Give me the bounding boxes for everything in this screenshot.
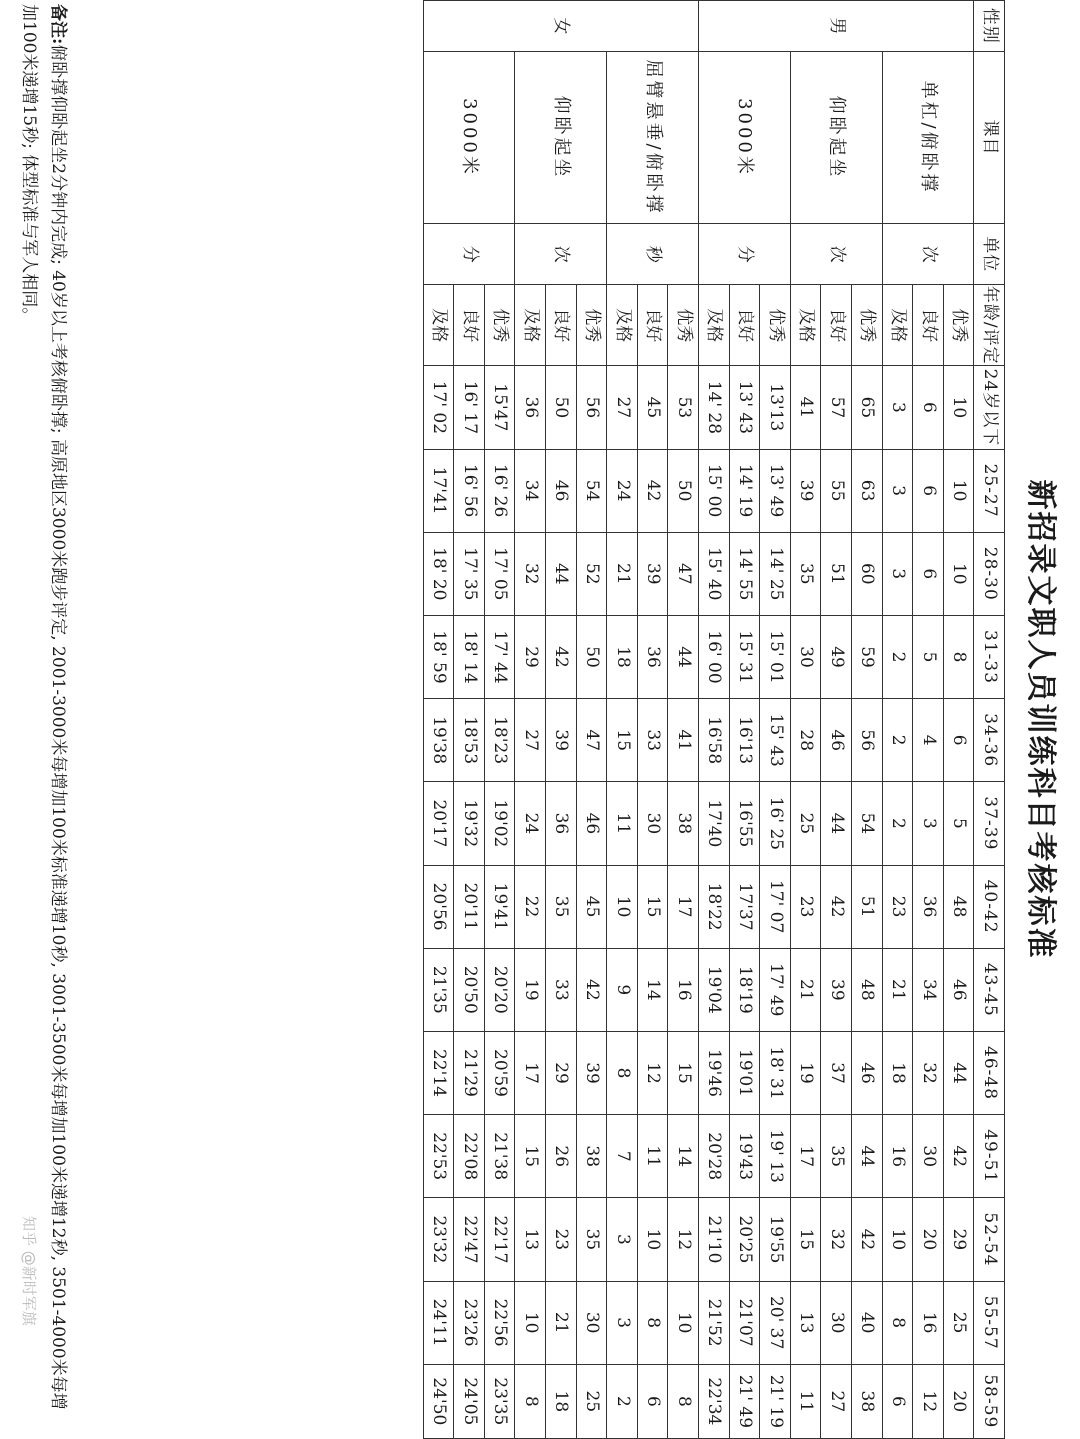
header-age: 24岁以下 [974,366,1005,449]
value-cell: 30 [790,615,821,698]
gender-cell: 男 [699,1,974,52]
value-cell: 22'34 [699,1364,730,1438]
value-cell: 21'29 [454,1031,485,1114]
grade-cell: 良好 [454,285,485,366]
value-cell: 5 [913,615,944,698]
value-cell: 20'50 [454,948,485,1031]
grade-cell: 优秀 [484,285,515,366]
table-row [943,1,974,1439]
value-cell: 20 [943,1364,974,1438]
value-cell: 8 [637,1281,668,1364]
grade-cell: 优秀 [943,285,974,366]
value-cell: 15 [637,865,668,948]
value-cell: 14' 55 [729,532,760,615]
value-cell: 9 [607,948,638,1031]
value-cell: 23'32 [423,1198,454,1281]
grade-cell: 良好 [729,285,760,366]
grade-cell: 良好 [913,285,944,366]
value-cell: 21 [546,1281,577,1364]
value-cell: 39 [637,532,668,615]
value-cell: 50 [668,449,699,532]
value-cell: 3 [882,366,913,449]
value-cell: 30 [576,1281,607,1364]
grade-cell: 优秀 [668,285,699,366]
value-cell: 4 [913,699,944,782]
value-cell: 45 [637,366,668,449]
value-cell: 18' 59 [423,615,454,698]
subject-cell: 3000米 [423,51,515,224]
value-cell: 28 [790,699,821,782]
value-cell: 24'50 [423,1364,454,1438]
value-cell: 17 [668,865,699,948]
grade-cell: 及格 [515,285,546,366]
value-cell: 15' 43 [760,699,791,782]
value-cell: 19'01 [729,1031,760,1114]
value-cell: 38 [576,1115,607,1198]
subject-cell: 3000米 [699,51,791,224]
value-cell: 39 [546,699,577,782]
value-cell: 15' 01 [760,615,791,698]
value-cell: 56 [576,366,607,449]
value-cell: 16' 26 [484,449,515,532]
document-title: 新招录文职人员训练科目考核标准 [1023,479,1058,960]
standards-table [423,0,1005,1439]
value-cell: 22 [515,865,546,948]
unit-cell: 分 [423,224,515,285]
value-cell: 21'07 [729,1281,760,1364]
value-cell: 11 [607,782,638,865]
value-cell: 19'55 [760,1198,791,1281]
value-cell: 3 [607,1281,638,1364]
value-cell: 46 [576,782,607,865]
value-cell: 55 [821,449,852,532]
value-cell: 16' 00 [699,615,730,698]
value-cell: 2 [882,615,913,698]
value-cell: 34 [913,948,944,1031]
value-cell: 22'14 [423,1031,454,1114]
value-cell: 27 [515,699,546,782]
header-age: 31-33 [974,615,1005,698]
value-cell: 44 [546,532,577,615]
value-cell: 27 [821,1364,852,1438]
value-cell: 15 [790,1198,821,1281]
value-cell: 42 [546,615,577,698]
value-cell: 44 [943,1031,974,1114]
value-cell: 19'04 [699,948,730,1031]
value-cell: 38 [852,1364,883,1438]
value-cell: 36 [546,782,577,865]
value-cell: 6 [913,449,944,532]
value-cell: 33 [637,699,668,782]
value-cell: 54 [576,449,607,532]
value-cell: 13'13 [760,366,791,449]
value-cell: 44 [668,615,699,698]
value-cell: 36 [637,615,668,698]
value-cell: 18 [607,615,638,698]
value-cell: 21 [607,532,638,615]
value-cell: 6 [943,699,974,782]
value-cell: 16'13 [729,699,760,782]
value-cell: 30 [913,1115,944,1198]
value-cell: 20'59 [484,1031,515,1114]
value-cell: 3 [913,782,944,865]
value-cell: 49 [821,615,852,698]
value-cell: 21' 49 [729,1364,760,1438]
value-cell: 47 [668,532,699,615]
header-unit: 单位 [974,224,1005,285]
value-cell: 22'47 [454,1198,485,1281]
value-cell: 23 [882,865,913,948]
value-cell: 54 [852,782,883,865]
value-cell: 42 [576,948,607,1031]
header-gender: 性别 [974,1,1005,52]
value-cell: 10 [607,865,638,948]
header-age: 40-42 [974,865,1005,948]
value-cell: 17 [515,1031,546,1114]
table-body [423,1,974,1439]
value-cell: 2 [882,782,913,865]
value-cell: 17' 02 [423,366,454,449]
unit-cell: 分 [699,224,791,285]
value-cell: 53 [668,366,699,449]
value-cell: 13 [515,1198,546,1281]
value-cell: 10 [943,532,974,615]
value-cell: 22'08 [454,1115,485,1198]
grade-cell: 及格 [882,285,913,366]
header-row [974,1,1005,1439]
header-age: 25-27 [974,449,1005,532]
value-cell: 18 [546,1364,577,1438]
value-cell: 18'53 [454,699,485,782]
header-subject: 课目 [974,51,1005,224]
header-age: 52-54 [974,1198,1005,1281]
value-cell: 41 [790,366,821,449]
remarks-text: 俯卧撑仰卧起坐2分钟内完成; 40岁以上考核俯卧撑; 高原地区3000米跑步评定, 2001-3000米每增加100米标准递增10秒, 3001-3500米每增加100米递增12秒, 3501-4000米每增加100米递增15秒; 体型标准与军人相同。 [19,4,68,1410]
value-cell: 22'17 [484,1198,515,1281]
value-cell: 45 [576,865,607,948]
value-cell: 25 [576,1364,607,1438]
value-cell: 14' 25 [760,532,791,615]
value-cell: 39 [821,948,852,1031]
value-cell: 6 [637,1364,668,1438]
value-cell: 44 [821,782,852,865]
value-cell: 41 [668,699,699,782]
value-cell: 17'40 [699,782,730,865]
remarks-note [14,4,72,1424]
value-cell: 3 [607,1198,638,1281]
value-cell: 47 [576,699,607,782]
value-cell: 35 [576,1198,607,1281]
value-cell: 19'41 [484,865,515,948]
value-cell: 12 [668,1198,699,1281]
value-cell: 56 [852,699,883,782]
value-cell: 8 [882,1281,913,1364]
value-cell: 14 [637,948,668,1031]
value-cell: 40 [852,1281,883,1364]
value-cell: 6 [882,1364,913,1438]
value-cell: 22'56 [484,1281,515,1364]
value-cell: 21'38 [484,1115,515,1198]
grade-cell: 优秀 [852,285,883,366]
value-cell: 38 [668,782,699,865]
value-cell: 15' 00 [699,449,730,532]
value-cell: 23'35 [484,1364,515,1438]
value-cell: 36 [913,865,944,948]
value-cell: 51 [821,532,852,615]
value-cell: 2 [882,699,913,782]
value-cell: 17' 49 [760,948,791,1031]
value-cell: 10 [515,1281,546,1364]
value-cell: 33 [546,948,577,1031]
value-cell: 15' 40 [699,532,730,615]
value-cell: 21'52 [699,1281,730,1364]
value-cell: 13 [790,1281,821,1364]
value-cell: 46 [943,948,974,1031]
value-cell: 6 [913,532,944,615]
value-cell: 15'47 [484,366,515,449]
header-age: 55-57 [974,1281,1005,1364]
value-cell: 18 [882,1031,913,1114]
value-cell: 20'56 [423,865,454,948]
value-cell: 16' 17 [454,366,485,449]
value-cell: 19 [790,1031,821,1114]
value-cell: 10 [943,366,974,449]
value-cell: 19'38 [423,699,454,782]
value-cell: 63 [852,449,883,532]
value-cell: 29 [943,1198,974,1281]
grade-cell: 及格 [423,285,454,366]
value-cell: 14' 19 [729,449,760,532]
value-cell: 11 [637,1115,668,1198]
value-cell: 20'28 [699,1115,730,1198]
value-cell: 57 [821,366,852,449]
value-cell: 17' 35 [454,532,485,615]
value-cell: 16' 56 [454,449,485,532]
value-cell: 16 [668,948,699,1031]
value-cell: 15 [607,699,638,782]
value-cell: 13' 49 [760,449,791,532]
grade-cell: 良好 [821,285,852,366]
value-cell: 15 [668,1031,699,1114]
value-cell: 34 [515,449,546,532]
value-cell: 3 [882,532,913,615]
value-cell: 5 [943,782,974,865]
value-cell: 24'05 [454,1364,485,1438]
value-cell: 16 [882,1115,913,1198]
value-cell: 32 [913,1031,944,1114]
value-cell: 32 [821,1198,852,1281]
table-row [668,1,699,1439]
value-cell: 44 [852,1115,883,1198]
value-cell: 36 [515,366,546,449]
remarks-label: 备注: [48,4,68,45]
value-cell: 46 [546,449,577,532]
unit-cell: 次 [882,224,974,285]
value-cell: 8 [607,1031,638,1114]
value-cell: 17' 44 [484,615,515,698]
value-cell: 42 [943,1115,974,1198]
value-cell: 8 [515,1364,546,1438]
value-cell: 18' 14 [454,615,485,698]
value-cell: 18'23 [484,699,515,782]
value-cell: 24 [515,782,546,865]
value-cell: 24 [607,449,638,532]
value-cell: 42 [637,449,668,532]
value-cell: 20'25 [729,1198,760,1281]
value-cell: 10 [882,1198,913,1281]
table-row [852,1,883,1439]
value-cell: 35 [790,532,821,615]
value-cell: 23 [546,1198,577,1281]
value-cell: 39 [576,1031,607,1114]
gender-cell: 女 [423,1,698,52]
value-cell: 23'26 [454,1281,485,1364]
header-age: 43-45 [974,948,1005,1031]
value-cell: 13' 43 [729,366,760,449]
value-cell: 65 [852,366,883,449]
value-cell: 39 [790,449,821,532]
value-cell: 17 [790,1115,821,1198]
value-cell: 26 [546,1115,577,1198]
grade-cell: 优秀 [576,285,607,366]
value-cell: 8 [668,1364,699,1438]
value-cell: 24'11 [423,1281,454,1364]
header-age: 46-48 [974,1031,1005,1114]
grade-cell: 及格 [607,285,638,366]
value-cell: 14' 28 [699,366,730,449]
header-rating: 年龄/评定 [974,285,1005,366]
value-cell: 21'10 [699,1198,730,1281]
header-age: 34-36 [974,699,1005,782]
header-age: 28-30 [974,532,1005,615]
value-cell: 16 [913,1281,944,1364]
value-cell: 37 [821,1031,852,1114]
value-cell: 27 [607,366,638,449]
value-cell: 17'41 [423,449,454,532]
value-cell: 12 [637,1031,668,1114]
unit-cell: 次 [515,224,607,285]
subject-cell: 仰卧起坐 [515,51,607,224]
header-age: 37-39 [974,782,1005,865]
value-cell: 12 [913,1364,944,1438]
value-cell: 50 [546,366,577,449]
value-cell: 14 [668,1115,699,1198]
value-cell: 21 [790,948,821,1031]
value-cell: 32 [515,532,546,615]
value-cell: 17'37 [729,865,760,948]
value-cell: 16'58 [699,699,730,782]
value-cell: 10 [943,449,974,532]
value-cell: 20'20 [484,948,515,1031]
value-cell: 23 [790,865,821,948]
value-cell: 15 [515,1115,546,1198]
value-cell: 50 [576,615,607,698]
value-cell: 35 [546,865,577,948]
value-cell: 20 [913,1198,944,1281]
value-cell: 18' 31 [760,1031,791,1114]
value-cell: 30 [637,782,668,865]
unit-cell: 秒 [607,224,699,285]
grade-cell: 良好 [637,285,668,366]
value-cell: 20'17 [423,782,454,865]
value-cell: 25 [790,782,821,865]
header-age: 49-51 [974,1115,1005,1198]
value-cell: 10 [637,1198,668,1281]
value-cell: 16'55 [729,782,760,865]
value-cell: 42 [852,1198,883,1281]
value-cell: 59 [852,615,883,698]
value-cell: 19' 13 [760,1115,791,1198]
grade-cell: 良好 [546,285,577,366]
value-cell: 60 [852,532,883,615]
value-cell: 20' 37 [760,1281,791,1364]
value-cell: 51 [852,865,883,948]
value-cell: 30 [821,1281,852,1364]
value-cell: 18'19 [729,948,760,1031]
value-cell: 42 [821,865,852,948]
value-cell: 48 [943,865,974,948]
value-cell: 52 [576,532,607,615]
value-cell: 16' 25 [760,782,791,865]
value-cell: 48 [852,948,883,1031]
value-cell: 21 [882,948,913,1031]
value-cell: 18'22 [699,865,730,948]
value-cell: 7 [607,1115,638,1198]
subject-cell: 屈臂悬垂/俯卧撑 [607,51,699,224]
grade-cell: 及格 [790,285,821,366]
table-row [484,1,515,1439]
value-cell: 46 [852,1031,883,1114]
value-cell: 2 [607,1364,638,1438]
value-cell: 19 [515,948,546,1031]
header-age: 58-59 [974,1364,1005,1438]
value-cell: 22'53 [423,1115,454,1198]
value-cell: 15' 31 [729,615,760,698]
value-cell: 19'02 [484,782,515,865]
value-cell: 17' 07 [760,865,791,948]
value-cell: 8 [943,615,974,698]
value-cell: 10 [668,1281,699,1364]
value-cell: 46 [821,699,852,782]
value-cell: 21'35 [423,948,454,1031]
value-cell: 11 [790,1364,821,1438]
subject-cell: 仰卧起坐 [790,51,882,224]
unit-cell: 次 [790,224,882,285]
value-cell: 6 [913,366,944,449]
value-cell: 3 [882,449,913,532]
value-cell: 21' 19 [760,1364,791,1438]
value-cell: 29 [546,1031,577,1114]
watermark: 知乎 @新时军旗 [20,1216,38,1326]
value-cell: 35 [821,1115,852,1198]
value-cell: 17' 05 [484,532,515,615]
value-cell: 18' 20 [423,532,454,615]
grade-cell: 及格 [699,285,730,366]
value-cell: 20'11 [454,865,485,948]
value-cell: 19'43 [729,1115,760,1198]
value-cell: 25 [943,1281,974,1364]
grade-cell: 优秀 [760,285,791,366]
value-cell: 19'46 [699,1031,730,1114]
subject-cell: 单杠/俯卧撑 [882,51,974,224]
value-cell: 29 [515,615,546,698]
value-cell: 19'32 [454,782,485,865]
table-row [576,1,607,1439]
table-row [760,1,791,1439]
